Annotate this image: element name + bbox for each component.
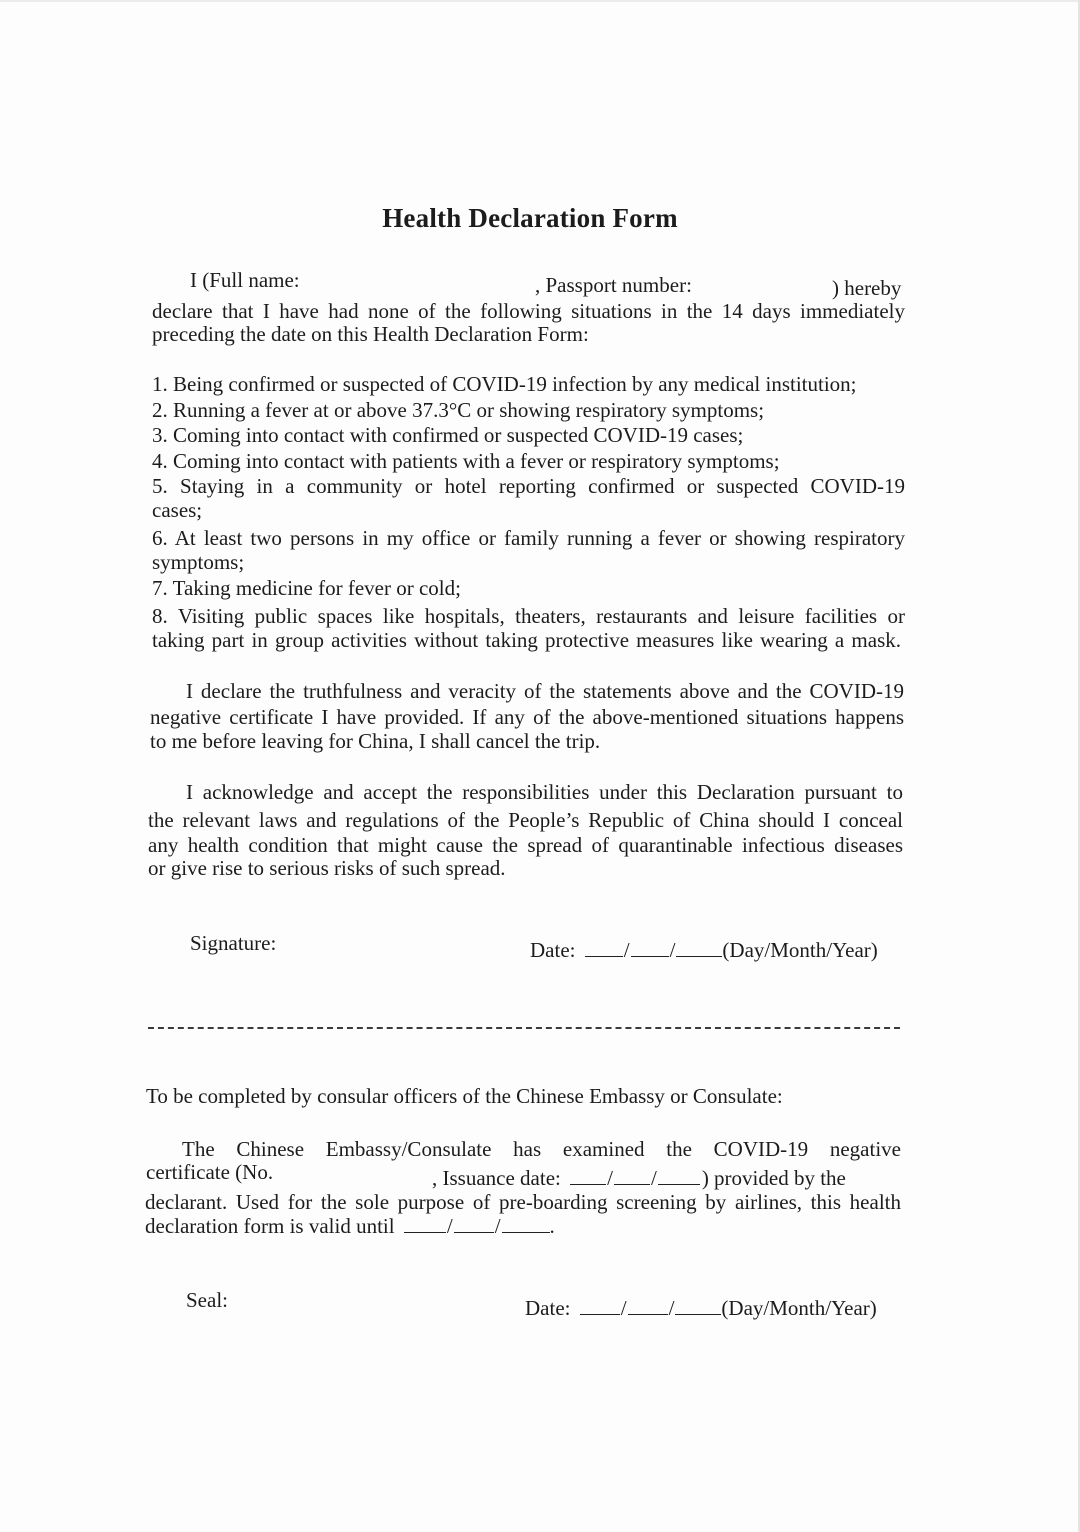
consular-certificate-no: certificate (No. bbox=[146, 1160, 274, 1184]
list-item-1: 1. Being confirmed or suspected of COVID-19 infection by any medical institution; bbox=[152, 372, 857, 396]
signature-label: Signature: bbox=[190, 931, 277, 955]
valid-date-slash: / bbox=[494, 1214, 501, 1238]
intro-line-3: preceding the date on this Health Declaration Form: bbox=[152, 322, 589, 346]
cut-line-separator bbox=[148, 1027, 900, 1029]
signature-date-label: Date: bbox=[530, 938, 576, 962]
consular-issuance-label: , Issuance date: bbox=[432, 1166, 561, 1190]
acknowledge-line-3: any health condition that might cause the spread of quarantinable infectious diseases bbox=[148, 833, 903, 857]
list-item-8: 8. Visiting public spaces like hospitals, theaters, restaurants and leisure facilities or bbox=[152, 604, 905, 628]
consular-line-3: declarant. Used for the sole purpose of pre-boarding screening by airlines, this health bbox=[145, 1190, 901, 1214]
issuance-year-blank[interactable] bbox=[658, 1164, 700, 1185]
signature-date-slash: / bbox=[669, 938, 676, 962]
intro-full-name-label: I (Full name: bbox=[190, 268, 300, 292]
signature-date-row bbox=[530, 936, 878, 963]
acknowledge-line-4: or give rise to serious risks of such spread. bbox=[148, 856, 506, 880]
consular-provided-by: ) provided by the bbox=[701, 1166, 846, 1190]
signature-year-blank[interactable] bbox=[676, 936, 722, 957]
seal-day-blank[interactable] bbox=[580, 1294, 620, 1315]
issuance-date-slash: / bbox=[650, 1166, 657, 1190]
truthfulness-line-2: negative certificate I have provided. If any of the above-mentioned situations happens bbox=[150, 705, 904, 729]
intro-passport-label: , Passport number: bbox=[535, 273, 692, 297]
issuance-day-blank[interactable] bbox=[570, 1164, 606, 1185]
consular-issuance-row bbox=[432, 1164, 846, 1191]
acknowledge-line-1: I acknowledge and accept the responsibilities under this Declaration pursuant to bbox=[186, 780, 903, 804]
valid-year-blank[interactable] bbox=[502, 1212, 550, 1233]
signature-day-blank[interactable] bbox=[585, 936, 623, 957]
list-item-8-cont: taking part in group activities without taking protective measures like wearing a mask. bbox=[152, 628, 901, 652]
list-item-2: 2. Running a fever at or above 37.3°C or showing respiratory symptoms; bbox=[152, 398, 765, 422]
list-item-6-cont: symptoms; bbox=[152, 550, 245, 574]
consular-valid-until-label: declaration form is valid until bbox=[145, 1214, 395, 1238]
valid-date-slash: / bbox=[446, 1214, 453, 1238]
truthfulness-line-1: I declare the truthfulness and veracity of the statements above and the COVID-19 bbox=[186, 679, 904, 703]
acknowledge-line-2: the relevant laws and regulations of the People’s Republic of China should I conceal bbox=[148, 808, 903, 832]
issuance-month-blank[interactable] bbox=[614, 1164, 650, 1185]
consular-valid-row bbox=[145, 1212, 555, 1239]
truthfulness-line-3: to me before leaving for China, I shall cancel the trip. bbox=[150, 729, 601, 753]
signature-date-format: (Day/Month/Year) bbox=[722, 938, 878, 962]
intro-line-2: declare that I have had none of the following situations in the 14 days immediately bbox=[152, 299, 905, 323]
valid-month-blank[interactable] bbox=[454, 1212, 494, 1233]
consular-line-1: The Chinese Embassy/Consulate has examined the COVID-19 negative bbox=[182, 1137, 901, 1161]
valid-date-period: . bbox=[549, 1214, 555, 1238]
seal-date-label: Date: bbox=[525, 1296, 571, 1320]
seal-label: Seal: bbox=[186, 1288, 228, 1312]
seal-date-format: (Day/Month/Year) bbox=[721, 1296, 877, 1320]
intro-hereby: ) hereby bbox=[832, 276, 902, 300]
signature-month-blank[interactable] bbox=[631, 936, 669, 957]
seal-month-blank[interactable] bbox=[628, 1294, 668, 1315]
list-item-3: 3. Coming into contact with confirmed or suspected COVID-19 cases; bbox=[152, 423, 744, 447]
seal-year-blank[interactable] bbox=[675, 1294, 721, 1315]
seal-date-slash: / bbox=[668, 1296, 675, 1320]
list-item-5: 5. Staying in a community or hotel reporting confirmed or suspected COVID-19 bbox=[152, 474, 905, 498]
list-item-6: 6. At least two persons in my office or family running a fever or showing respiratory bbox=[152, 526, 905, 550]
issuance-date-slash: / bbox=[607, 1166, 613, 1190]
signature-date-slash: / bbox=[623, 938, 630, 962]
seal-date-slash: / bbox=[620, 1296, 627, 1320]
list-item-7: 7. Taking medicine for fever or cold; bbox=[152, 576, 461, 600]
list-item-5-cont: cases; bbox=[152, 498, 203, 522]
list-item-4: 4. Coming into contact with patients with a fever or respiratory symptoms; bbox=[152, 449, 780, 473]
page-edge-top bbox=[0, 0, 1080, 2]
consular-heading: To be completed by consular officers of the Chinese Embassy or Consulate: bbox=[146, 1084, 783, 1108]
seal-date-row bbox=[525, 1294, 877, 1321]
valid-day-blank[interactable] bbox=[404, 1212, 446, 1233]
form-title: Health Declaration Form bbox=[382, 203, 678, 233]
